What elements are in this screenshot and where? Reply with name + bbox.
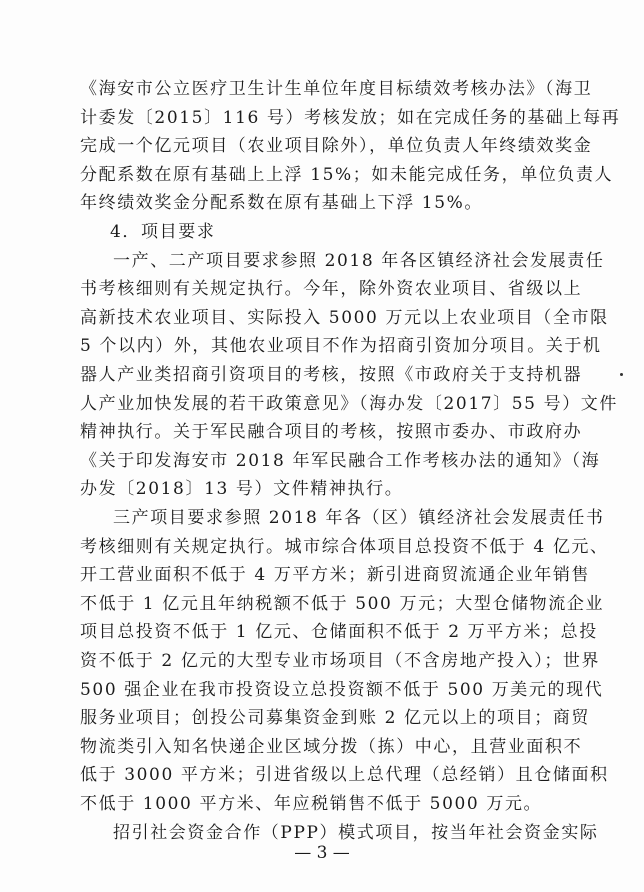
text-line: 开工营业面积不低于 4 万平方米；新引进商贸流通企业年销售 bbox=[80, 565, 591, 585]
text-line: 完成一个亿元项目（农业项目除外），单位负责人年终绩效奖金 bbox=[80, 136, 593, 156]
text-line: 人产业加快发展的若干政策意见》（海办发〔2017〕55 号）文件 bbox=[80, 394, 618, 414]
text-line: 500 强企业在我市投资设立总投资额不低于 500 万美元的现代 bbox=[80, 680, 604, 700]
text-line: 考核细则有关规定执行。城市综合体项目总投资不低于 4 亿元、 bbox=[80, 537, 609, 557]
text-line: 年终绩效奖金分配系数在原有基础上下浮 15%。 bbox=[80, 193, 483, 213]
scan-speck bbox=[620, 373, 623, 376]
text-line: 分配系数在原有基础上上浮 15%；如未能完成任务，单位负责人 bbox=[80, 165, 614, 185]
text-line: 物流类引入知名快递企业区域分拨（拣）中心，且营业面积不 bbox=[80, 737, 583, 757]
text-line: 不低于 1 亿元且年纳税额不低于 500 万元；大型仓储物流企业 bbox=[80, 594, 605, 614]
text-line: 《关于印发海安市 2018 年军民融合工作考核办法的通知》（海 bbox=[80, 451, 601, 471]
text-line: 精神执行。关于军民融合项目的考核，按照市委办、市政府办 bbox=[80, 422, 583, 442]
text-line: 资不低于 2 亿元的大型专业市场项目（不含房地产投入）；世界 bbox=[80, 651, 601, 671]
text-line: 办发〔2018〕13 号）文件精神执行。 bbox=[80, 479, 404, 499]
text-line: 招引社会资金合作（PPP）模式项目，按当年社会资金实际 bbox=[113, 823, 599, 843]
text-line: 三产项目要求参照 2018 年各（区）镇经济社会发展责任书 bbox=[113, 508, 605, 528]
text-line: 计委发〔2015〕116 号）考核发放；如在完成任务的基础上每再 bbox=[80, 108, 621, 128]
text-line: 《海安市公立医疗卫生计生单位年度目标绩效考核办法》（海卫 bbox=[80, 79, 593, 99]
page-number: — 3 — bbox=[294, 843, 350, 863]
section-heading: 4．项目要求 bbox=[110, 222, 216, 242]
text-line: 服务业项目；创投公司募集资金到账 2 亿元以上的项目；商贸 bbox=[80, 708, 591, 728]
text-line: 一产、二产项目要求参照 2018 年各区镇经济社会发展责任 bbox=[113, 251, 605, 271]
text-line: 5 个以内）外，其他农业项目不作为招商引资加分项目。关于机 bbox=[80, 336, 602, 356]
text-line: 低于 3000 平方米；引进省级以上总代理（总经销）且仓储面积 bbox=[80, 765, 609, 785]
text-line: 书考核细则有关规定执行。今年，除外资农业项目、省级以上 bbox=[80, 279, 583, 299]
text-line: 器人产业类招商引资项目的考核，按照《市政府关于支持机器 bbox=[80, 365, 583, 385]
text-line: 高新技术农业项目、实际投入 5000 万元以上农业项目（全市限 bbox=[80, 308, 609, 328]
text-line: 项目总投资不低于 1 亿元、仓储面积不低于 2 万平方米；总投 bbox=[80, 622, 598, 642]
text-line: 不低于 1000 平方米、年应税销售不低于 5000 万元。 bbox=[80, 794, 543, 814]
